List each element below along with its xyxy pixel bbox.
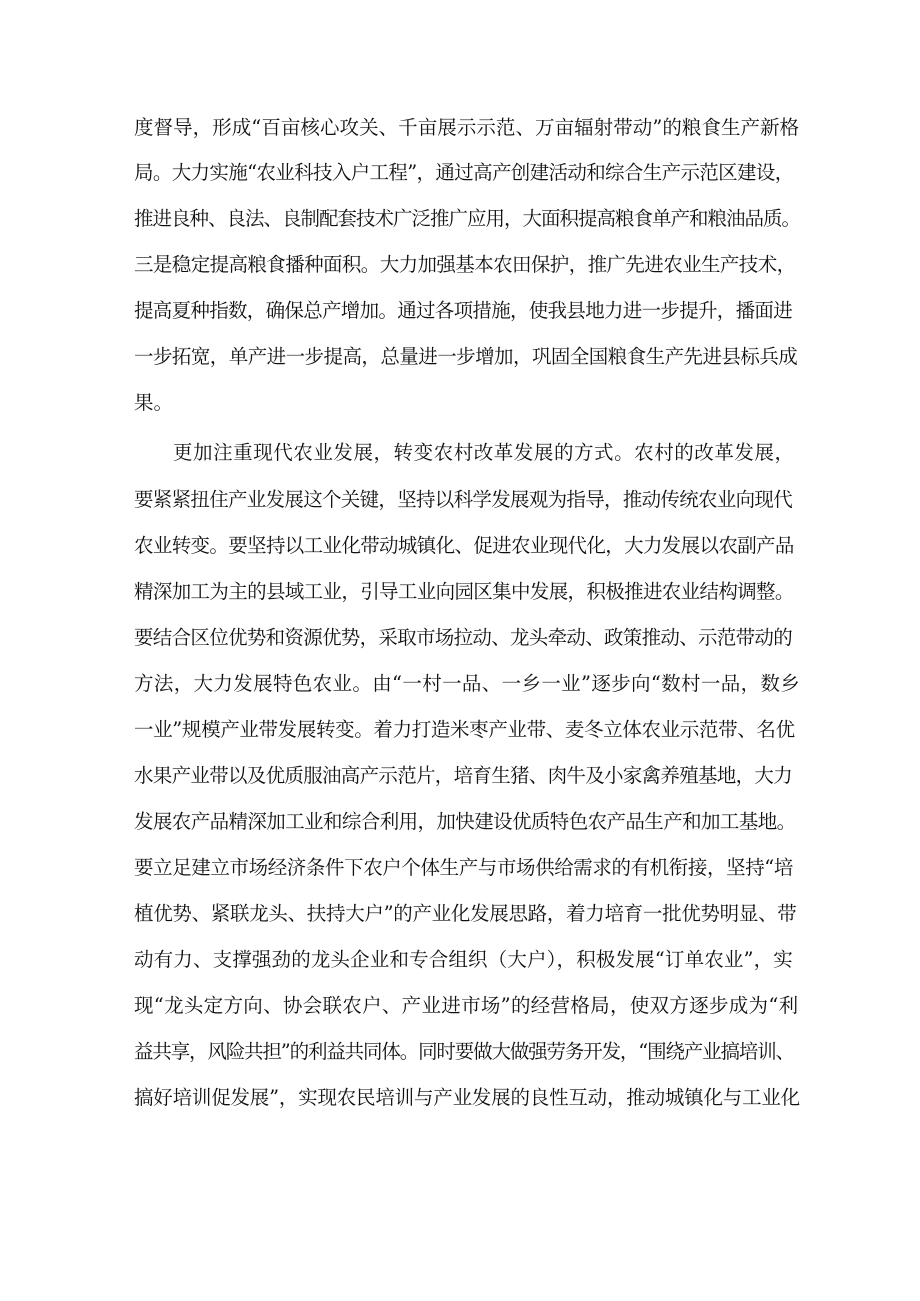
text-line: 要立足建立市场经济条件下农户个体生产与市场供给需求的有机衔接，坚持“培	[134, 856, 793, 879]
text-line: 搞好培训促发展”，实现农民培训与产业发展的良性互动，推动城镇化与工业化	[134, 1086, 800, 1109]
text-line: 植优势、紧联龙头、扶持大户”的产业化发展思路，着力培育一批优势明显、带	[134, 902, 797, 925]
text-line: 方法，大力发展特色农业。由“一村一品、一乡一业”逐步向“数村一品，数乡	[134, 672, 801, 695]
text-line: 局。大力实施“农业科技入户工程”，通过高产创建活动和综合生产示范区建设，	[134, 161, 794, 184]
text-line: 要紧紧扭住产业发展这个关键，坚持以科学发展观为指导，推动传统农业向现代	[134, 488, 793, 511]
text-line: 现“龙头定方向、协会联农户、产业进市场”的经营格局，使双方逐步成为“利	[134, 994, 799, 1017]
text-line: 动有力、支撑强劲的龙头企业和专合组织（大户），积极发展“订单农业”，实	[134, 948, 793, 971]
text-line: 水果产业带以及优质服油高产示范片，培育生猪、肉牛及小家禽养殖基地，大力	[134, 764, 793, 787]
text-line: 推进良种、良法、良制配套技术广泛推广应用，大面积提高粮食单产和粮油品质。	[134, 207, 801, 230]
text-line: 发展农产品精深加工业和综合利用，加快建设优质特色农产品生产和加工基地。	[134, 810, 796, 833]
text-line: 一步拓宽，单产进一步提高，总量进一步增加，巩固全国粮食生产先进县标兵成	[134, 345, 798, 368]
text-line: 一业”规模产业带发展转变。着力打造米枣产业带、麦冬立体农业示范带、名优	[134, 718, 795, 741]
text-line: 要结合区位优势和资源优势，采取市场拉动、龙头牵动、政策推动、示范带动的	[134, 626, 793, 649]
text-line: 农业转变。要坚持以工业化带动城镇化、促进农业现代化，大力发展以农副产品	[134, 534, 794, 557]
text-line: 精深加工为主的县域工业，引导工业向园区集中发展，积极推进农业结构调整。	[134, 580, 794, 603]
text-line: 益共享，风险共担”的利益共同体。同时要做大做强劳务开发，“围绕产业搞培训、	[134, 1040, 794, 1063]
text-line: 度督导，形成“百亩核心攻关、千亩展示示范、万亩辐射带动”的粮食生产新格	[134, 116, 800, 139]
text-line: 更加注重现代农业发展，转变农村改革发展的方式。农村的改革发展，	[173, 441, 795, 464]
text-line: 提高夏种指数，确保总产增加。通过各项措施，使我县地力进一步提升，播面进	[134, 299, 793, 322]
text-line: 三是稳定提高粮食播种面积。大力加强基本农田保护，推广先进农业生产技术，	[134, 253, 796, 276]
text-line: 果。	[134, 391, 174, 414]
